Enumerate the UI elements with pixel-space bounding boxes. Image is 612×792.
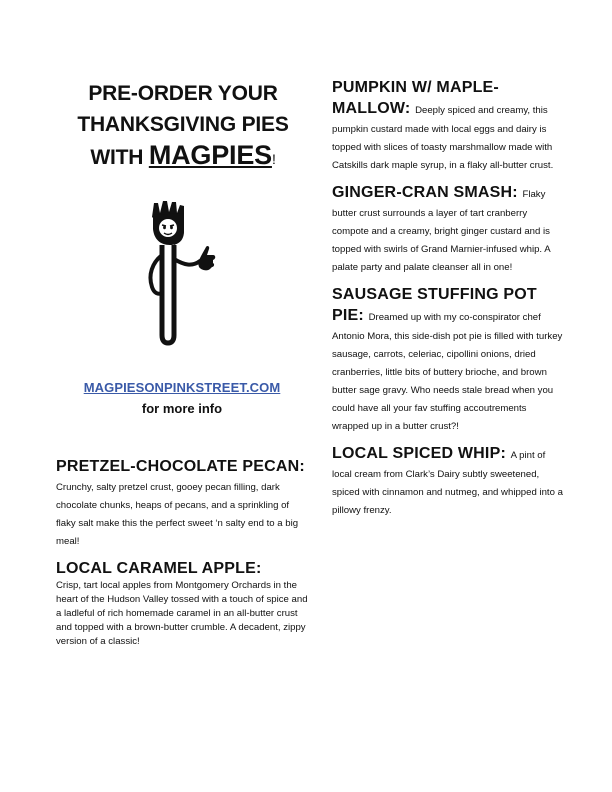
pie-description: A pint of local cream from Clark’s Dairy subtly sweetened, spiced with cinnamon and nutmeg, and whipped into a pillowy frenzy.	[332, 450, 563, 516]
fork-mascot-icon	[144, 199, 220, 349]
website-block	[56, 379, 308, 416]
pie-sausage-stuffing-pot-pie	[332, 284, 564, 434]
pie-name: PUMPKIN W/ MAPLE-MALLOW:	[332, 79, 499, 117]
brand-name: MAGPIES	[148, 140, 272, 170]
pie-pretzel-chocolate-pecan	[56, 456, 308, 549]
website-link[interactable]: MAGPIESONPINKSTREET.COM	[83, 380, 281, 395]
pie-name: LOCAL CARAMEL APPLE:	[56, 560, 262, 577]
pie-name: SAUSAGE STUFFING POT PIE:	[332, 286, 537, 324]
pie-description: Crisp, tart local apples from Montgomery Orchards in the heart of the Hudson Valley tossed with a touch of spice and a ladleful of rich homemade caramel in an all-butter crust and topped with a brown-butter crumble. A decadent, zippy version of a classic!	[56, 580, 308, 647]
headline-exclamation: !	[271, 151, 276, 167]
pie-ginger-cran-smash	[332, 182, 564, 275]
pie-description: Flaky butter crust surrounds a layer of tart cranberry compote and a creamy, bright ginger custard and is topped with swirls of Grand Marnier-infused whip. A palate party and palate cleanser all in one!	[332, 189, 551, 273]
headline-line-1: PRE-ORDER YOUR	[88, 82, 278, 105]
pie-local-caramel-apple	[56, 558, 308, 649]
left-pie-list	[56, 456, 308, 649]
page-title	[56, 78, 308, 175]
pie-description: Crunchy, salty pretzel crust, gooey pecan filling, dark chocolate chunks, heaps of pecans, and a sprinkling of flaky salt make this the perfect sweet ‘n salty end to a big meal!	[56, 482, 299, 547]
pie-name: GINGER-CRAN SMASH:	[332, 184, 518, 201]
pie-name: LOCAL SPICED WHIP:	[332, 445, 506, 462]
left-column	[56, 78, 308, 649]
pie-description: Deeply spiced and creamy, this pumpkin custard made with local eggs and dairy is topped with slices of toasty marshmallow made with Catskills dark maple syrup, in a flaky all-butter crust.	[332, 105, 554, 171]
more-info-text: for more info	[141, 401, 223, 416]
pie-description: Dreamed up with my co-conspirator chef Antonio Mora, this side-dish pot pie is filled with turkey sausage, carrots, celeriac, cipollini onions, dried cranberries, little bits of buttery brioche, and brown butter sage gravy. Who needs stale bread when you could have all your fav stuffing accoutrements wrapped up in a butter crust?!	[332, 312, 563, 432]
headline-line-2: THANKSGIVING PIES	[77, 113, 289, 136]
headline-line-3-prefix: WITH	[90, 146, 149, 169]
pie-name: PRETZEL-CHOCOLATE PECAN:	[56, 458, 305, 475]
right-column	[332, 77, 564, 518]
pie-pumpkin-maple-mallow	[332, 77, 564, 173]
pie-local-spiced-whip	[332, 443, 564, 518]
